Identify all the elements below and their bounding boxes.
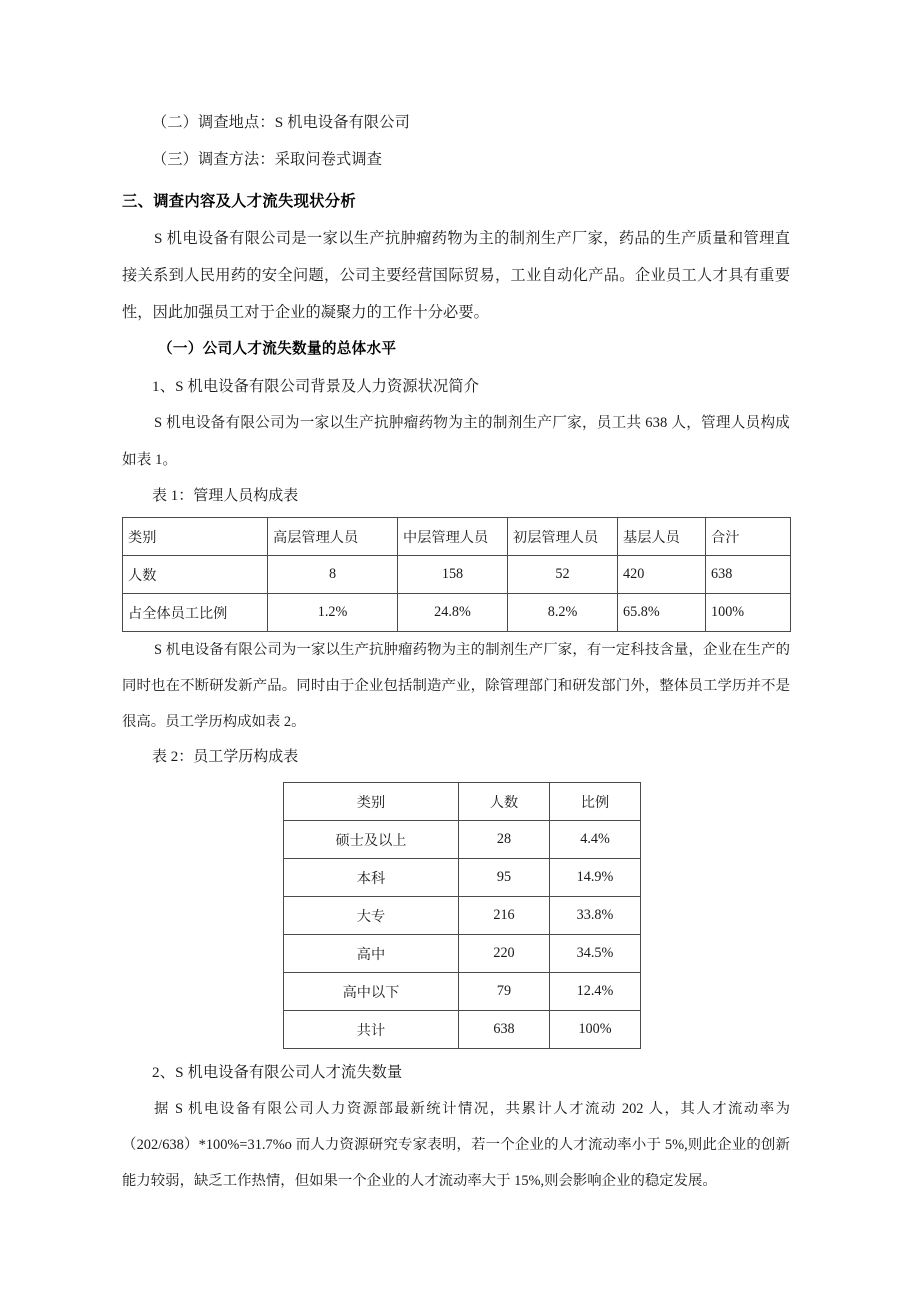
table-row bbox=[284, 783, 641, 821]
table1-header-senior: 高层管理人员 bbox=[268, 518, 398, 556]
table2-row3-count: 216 bbox=[459, 897, 550, 935]
table1-caption: 表 1：管理人员构成表 bbox=[152, 488, 299, 504]
table2-caption: 表 2：员工学历构成表 bbox=[152, 749, 299, 765]
management-composition-table bbox=[122, 517, 791, 632]
table2-row6-label: 共计 bbox=[284, 1011, 459, 1049]
table1-row1-junior: 52 bbox=[508, 556, 618, 594]
table1-header-base: 基层人员 bbox=[618, 518, 706, 556]
table-row bbox=[284, 973, 641, 1011]
section-heading-three: 三、调查内容及人才流失现状分析 bbox=[122, 193, 356, 210]
table-row bbox=[123, 518, 791, 556]
table2-header-count: 人数 bbox=[459, 783, 550, 821]
table1-row1-middle: 158 bbox=[398, 556, 508, 594]
table-row bbox=[123, 556, 791, 594]
survey-location-line: （二）调查地点：S 机电设备有限公司 bbox=[152, 114, 410, 131]
table1-row2-senior: 1.2% bbox=[268, 594, 398, 632]
table2-row2-ratio: 14.9% bbox=[550, 859, 641, 897]
list-item-1-background: 1、S 机电设备有限公司背景及人力资源状况简介 bbox=[152, 378, 480, 395]
table1-row2-middle: 24.8% bbox=[398, 594, 508, 632]
table1-row2-junior: 8.2% bbox=[508, 594, 618, 632]
paragraph-company-intro: S 机电设备有限公司是一家以生产抗肿瘤药物为主的制剂生产厂家，药品的生产质量和管理直接关系到人民用药的安全问题，公司主要经营国际贸易，工业自动化产品。企业员工人才具有重要性，因此加强员工对于企业的凝聚力的工作十分必要。 bbox=[122, 230, 790, 321]
paragraph-turnover-rate: 据 S 机电设备有限公司人力资源部最新统计情况，共累计人才流动 202 人，其人才流动率为（202/638）*100%=31.7%o 而人力资源研究专家表明，若一个企业的人才流动率小于 5%,则此企业的创新能力较弱，缺乏工作热情，但如果一个企业的人才流动率大于 15%,则会影响企业的稳定发展。 bbox=[122, 1101, 790, 1189]
table-row bbox=[284, 897, 641, 935]
table1-header-junior: 初层管理人员 bbox=[508, 518, 618, 556]
table1-row2-label: 占全体员工比例 bbox=[123, 594, 268, 632]
table-row bbox=[284, 859, 641, 897]
table1-row1-senior: 8 bbox=[268, 556, 398, 594]
table2-row3-label: 大专 bbox=[284, 897, 459, 935]
table1-row1-label: 人数 bbox=[123, 556, 268, 594]
table-row bbox=[123, 594, 791, 632]
table1-row1-base: 420 bbox=[618, 556, 706, 594]
table2-container bbox=[122, 782, 790, 1049]
table-row bbox=[284, 1011, 641, 1049]
table2-row6-ratio: 100% bbox=[550, 1011, 641, 1049]
list-item-2-turnover: 2、S 机电设备有限公司人才流失数量 bbox=[152, 1064, 403, 1081]
table2-row4-ratio: 34.5% bbox=[550, 935, 641, 973]
table2-row5-label: 高中以下 bbox=[284, 973, 459, 1011]
table2-row3-ratio: 33.8% bbox=[550, 897, 641, 935]
table2-row1-count: 28 bbox=[459, 821, 550, 859]
table2-row6-count: 638 bbox=[459, 1011, 550, 1049]
table1-header-category: 类别 bbox=[123, 518, 268, 556]
page-content bbox=[122, 104, 790, 1199]
table-row bbox=[284, 935, 641, 973]
table1-row2-total: 100% bbox=[706, 594, 791, 632]
table2-row1-ratio: 4.4% bbox=[550, 821, 641, 859]
table-row bbox=[284, 821, 641, 859]
table1-header-middle: 中层管理人员 bbox=[398, 518, 508, 556]
table2-row5-ratio: 12.4% bbox=[550, 973, 641, 1011]
subheading-overall-level: （一）公司人才流失数量的总体水平 bbox=[158, 341, 397, 357]
paragraph-hr-background: S 机电设备有限公司为一家以生产抗肿瘤药物为主的制剂生产厂家，员工共 638 人，管理人员构成如表 1。 bbox=[122, 415, 790, 468]
table2-row4-label: 高中 bbox=[284, 935, 459, 973]
table2-header-category: 类别 bbox=[284, 783, 459, 821]
table1-row1-total: 638 bbox=[706, 556, 791, 594]
survey-method-line: （三）调查方法：采取问卷式调查 bbox=[152, 151, 383, 168]
table2-row5-count: 79 bbox=[459, 973, 550, 1011]
table1-row2-base: 65.8% bbox=[618, 594, 706, 632]
table2-row4-count: 220 bbox=[459, 935, 550, 973]
paragraph-education-intro: S 机电设备有限公司为一家以生产抗肿瘤药物为主的制剂生产厂家，有一定科技含量，企业在生产的同时也在不断研发新产品。同时由于企业包括制造产业，除管理部门和研发部门外，整体员工学历并不是很高。员工学历构成如表 2。 bbox=[122, 642, 790, 730]
table2-row1-label: 硕士及以上 bbox=[284, 821, 459, 859]
table2-row2-label: 本科 bbox=[284, 859, 459, 897]
education-composition-table bbox=[283, 782, 641, 1049]
table2-header-ratio: 比例 bbox=[550, 783, 641, 821]
table1-header-total: 合汁 bbox=[706, 518, 791, 556]
table2-row2-count: 95 bbox=[459, 859, 550, 897]
